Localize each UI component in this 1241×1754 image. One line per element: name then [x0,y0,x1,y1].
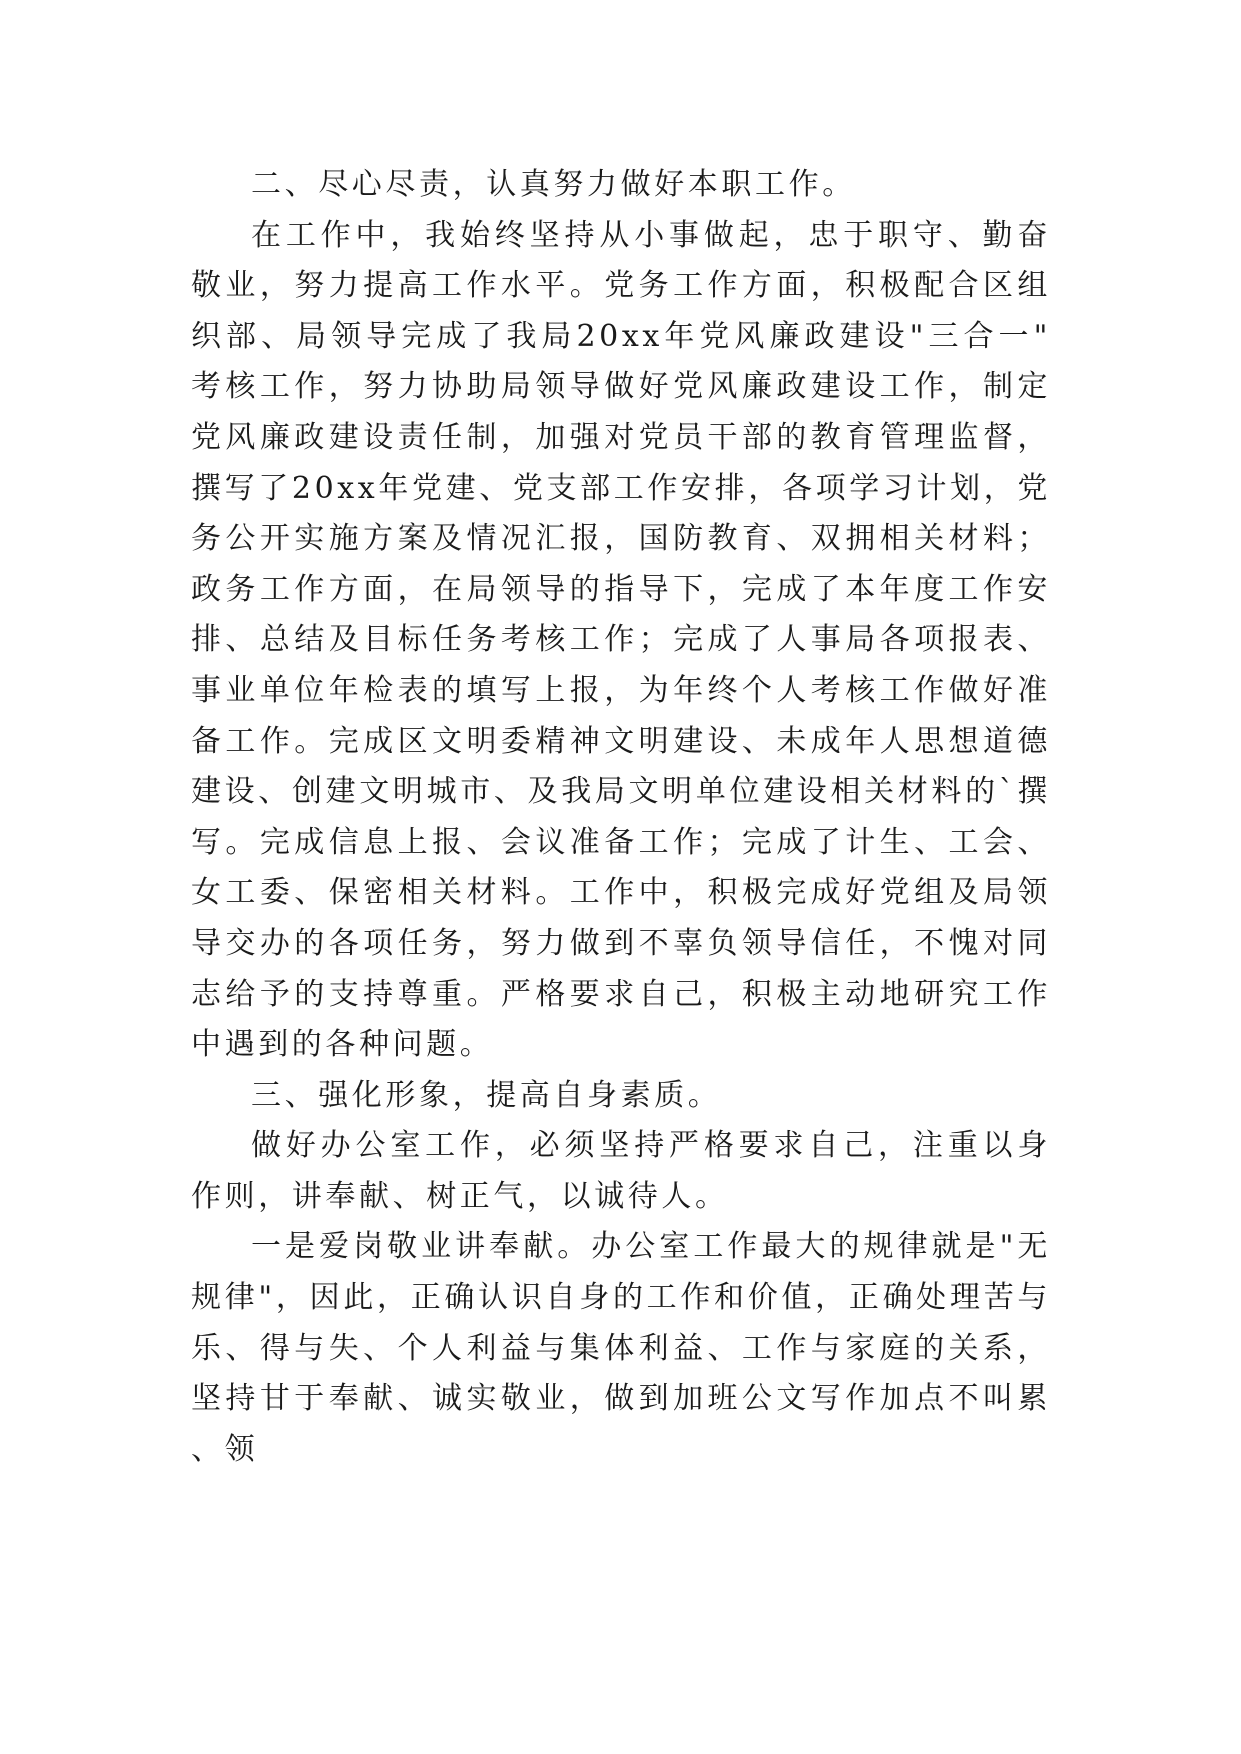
paragraph-work-duties: 在工作中，我始终坚持从小事做起，忠于职守、勤奋敬业，努力提高工作水平。党务工作方面，积极配合区组织部、局领导完成了我局20xx年党风廉政建设"三合一"考核工作，努力协助局领导做好党风廉政建设工作，制定党风廉政建设责任制，加强对党员干部的教育管理监督，撰写了20xx年党建、党支部工作安排，各项学习计划，党务公开实施方案及情况汇报，国防教育、双拥相关材料；政务工作方面，在局领导的指导下，完成了本年度工作安排、总结及目标任务考核工作；完成了人事局各项报表、事业单位年检表的填写上报，为年终个人考核工作做好准备工作。完成区文明委精神文明建设、未成年人思想道德建设、创建文明城市、及我局文明单位建设相关材料的`撰写。完成信息上报、会议准备工作；完成了计生、工会、女工委、保密相关材料。工作中，积极完成好党组及局领导交办的各项任务，努力做到不辜负领导信任，不愧对同志给予的支持尊重。严格要求自己，积极主动地研究工作中遇到的各种问题。 [191,217,1051,1063]
section-heading-3: 三、强化形象，提高自身素质。 [251,1077,722,1113]
section-heading-2: 二、尽心尽责，认真努力做好本职工作。 [251,167,856,202]
paragraph-dedication: 一是爱岗敬业讲奉献。办公室工作最大的规律就是"无规律"，因此，正确认识自身的工作和价值，正确处理苦与乐、得与失、个人利益与集体利益、工作与家庭的关系，坚持甘于奉献、诚实敬业，做到加班公文写作加点不叫累、领 [191,1229,1051,1467]
document-body [191,160,1051,1475]
paragraph-office-work: 做好办公室工作，必须坚持严格要求自己，注重以身作则，讲奉献、树正气，以诚待人。 [191,1128,1051,1214]
